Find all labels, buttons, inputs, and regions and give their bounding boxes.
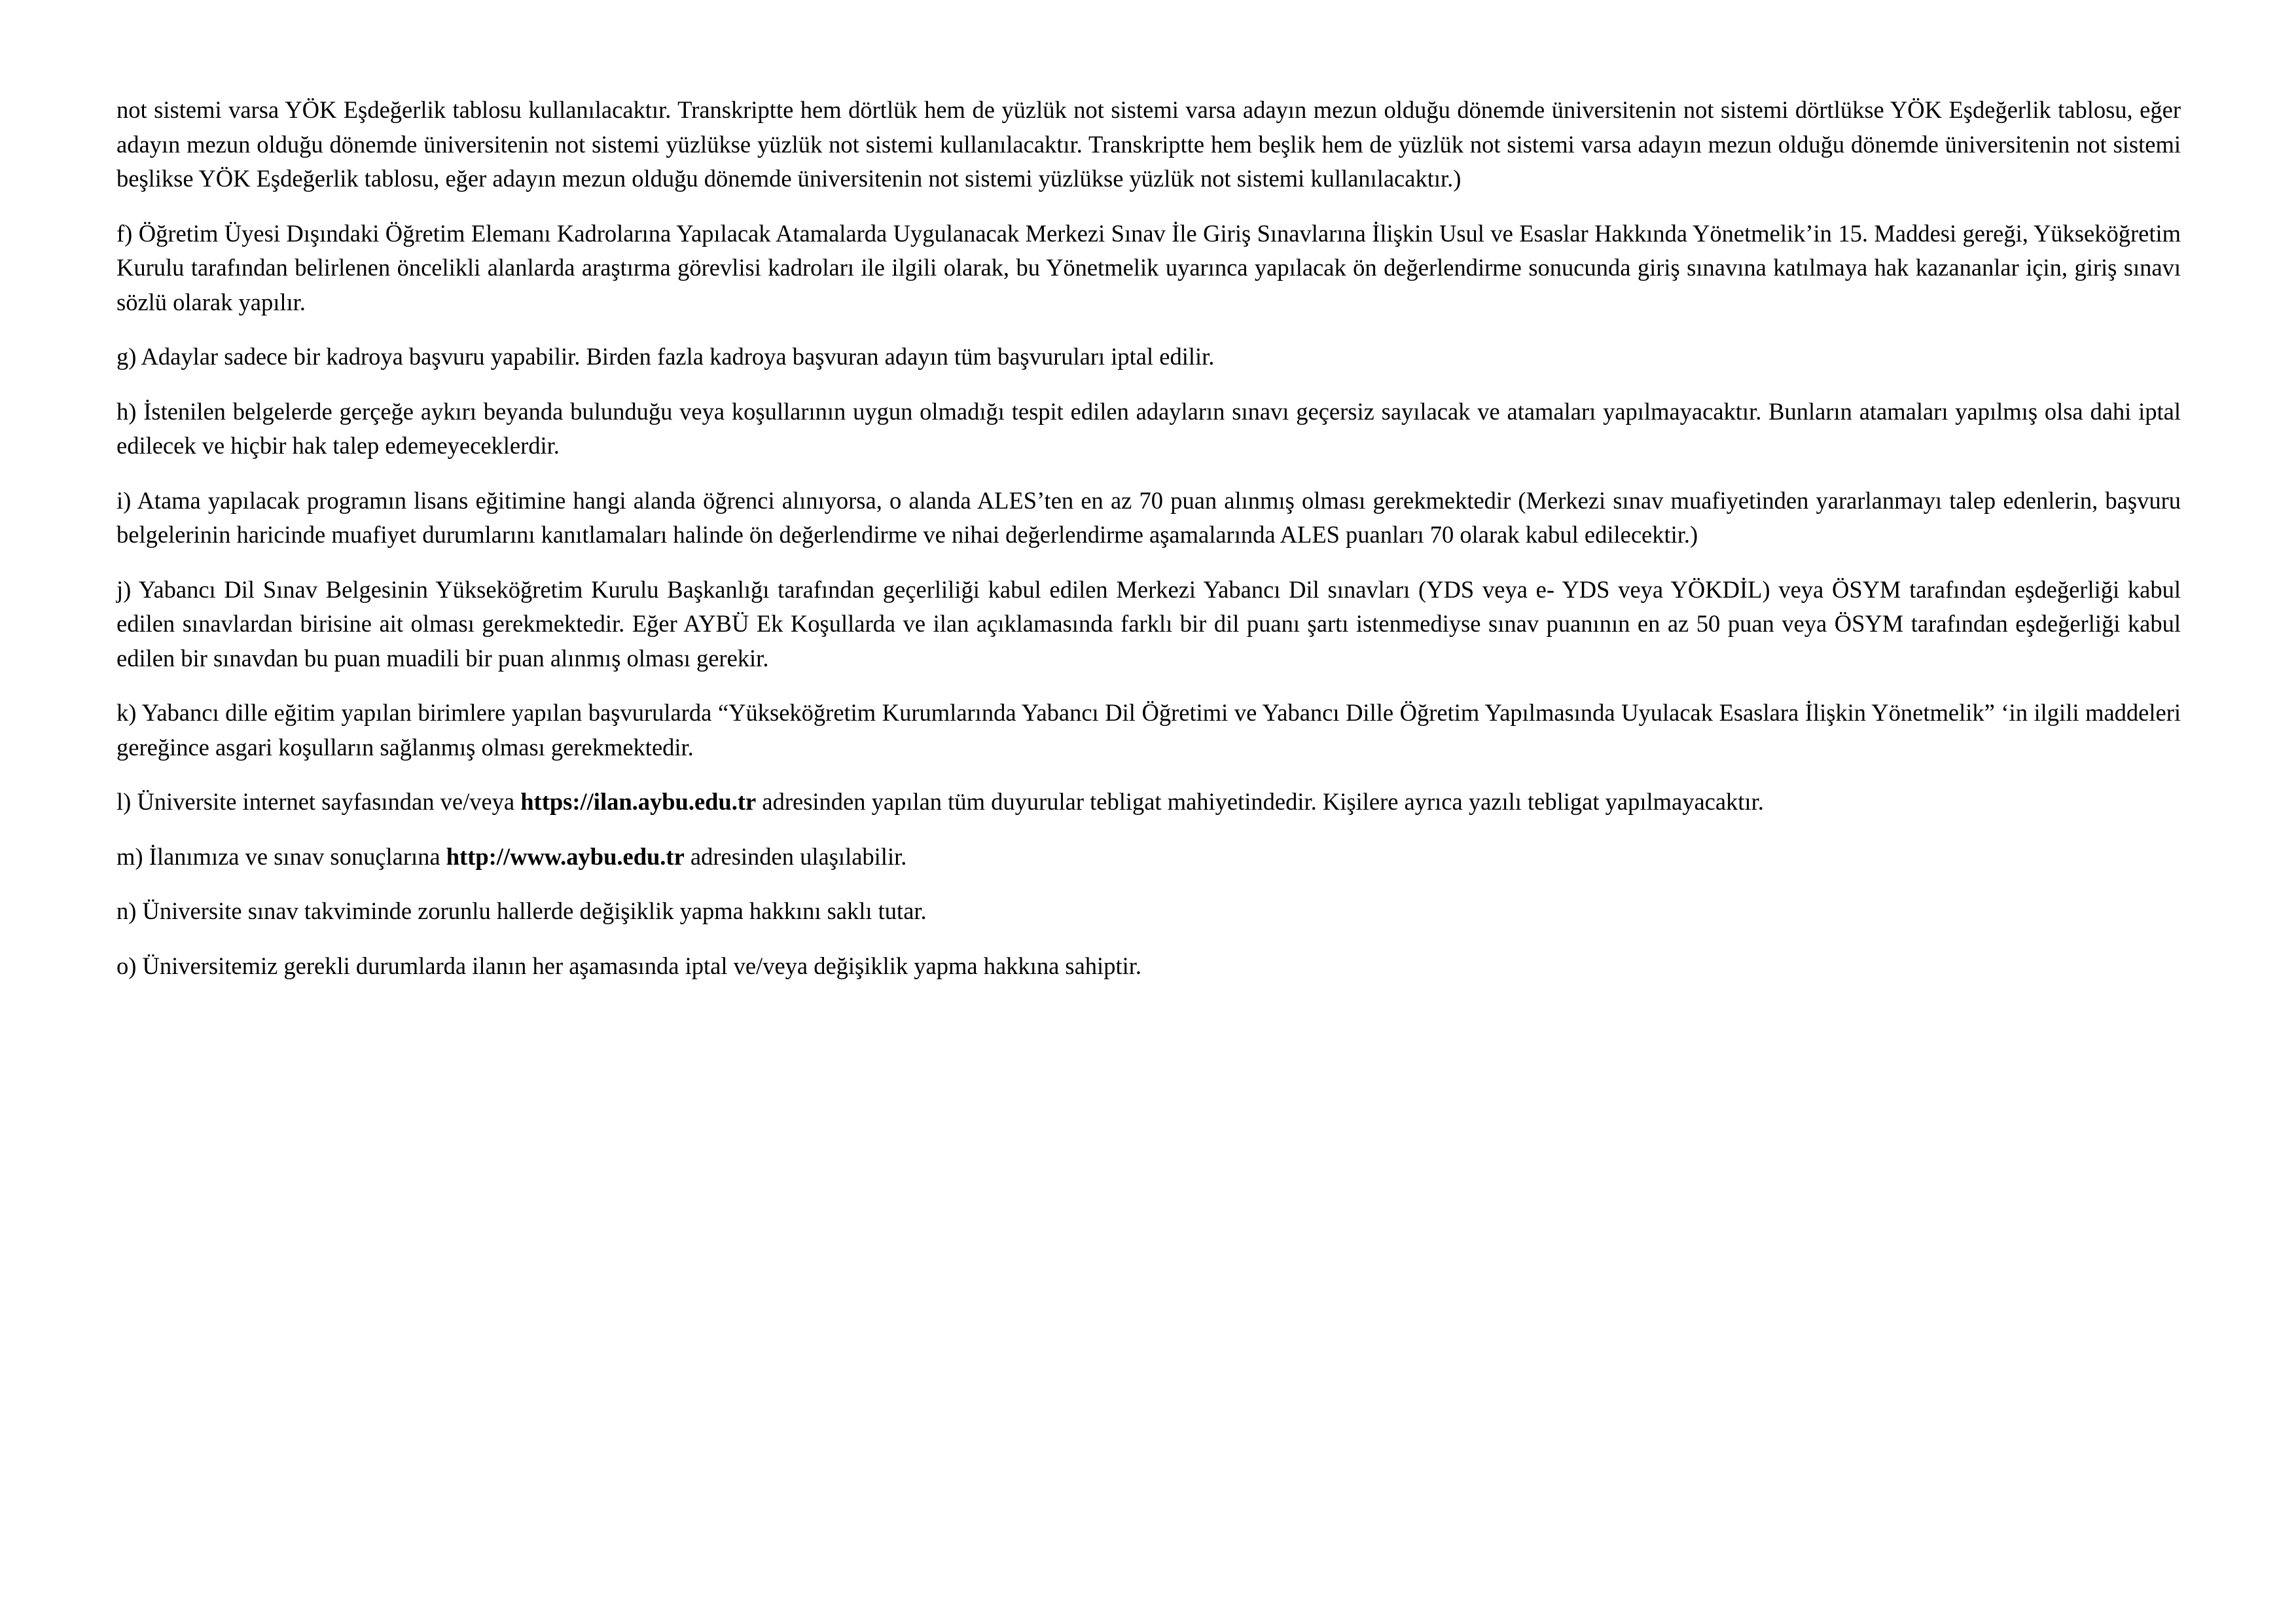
paragraph-item-g: g) Adaylar sadece bir kadroya başvuru yapabilir. Birden fazla kadroya başvuran adayın tüm başvuruları iptal edilir. (117, 343, 1215, 370)
item-l-text-after: adresinden yapılan tüm duyurular tebligat mahiyetindedir. Kişilere ayrıca yazılı tebligat yapılmayacaktır. (756, 788, 1764, 815)
document-page (117, 93, 2181, 1003)
paragraph-item-h: h) İstenilen belgelerde gerçeğe aykırı beyanda bulunduğu veya koşullarının uygun olmadığı tespit edilen adayların sınavı geçersiz sayılacak ve atamaları yapılmayacaktır. Bunların atamaları yapılmış olsa dahi iptal edilecek ve hiçbir hak talep edemeyeceklerdir. (117, 397, 2181, 459)
paragraph-item-k: k) Yabancı dille eğitim yapılan birimlere yapılan başvurularda “Yükseköğretim Kurumlarında Yabancı Dil Öğretimi ve Yabancı Dille Öğretim Yapılmasında Uyulacak Esaslara İlişkin Yönetmelik” ‘in ilgili maddeleri gereğince asgari koşulların sağlanmış olması gerekmektedir. (117, 699, 2181, 761)
paragraph-item-l (117, 785, 2181, 820)
aybu-url-link[interactable]: http://www.aybu.edu.tr (446, 842, 685, 870)
paragraph-item-o: o) Üniversitemiz gerekli durumlarda ilanın her aşamasında iptal ve/veya değişiklik yapma hakkına sahiptir. (117, 952, 1141, 979)
paragraph-continuation: not sistemi varsa YÖK Eşdeğerlik tablosu kullanılacaktır. Transkriptte hem dörtlük hem de yüzlük not sistemi varsa adayın mezun olduğu dönemde üniversitenin not sistemi dörtlükse YÖK Eşdeğerlik tablosu, eğer adayın mezun olduğu dönemde üniversitenin not sistemi yüzlükse yüzlük not sistemi kullanılacaktır. Transkriptte hem beşlik hem de yüzlük not sistemi varsa adayın mezun olduğu dönemde üniversitenin not sistemi beşlikse YÖK Eşdeğerlik tablosu, eğer adayın mezun olduğu dönemde üniversitenin not sistemi yüzlükse yüzlük not sistemi kullanılacaktır.) (117, 96, 2181, 192)
ilan-url-link[interactable]: https://ilan.aybu.edu.tr (520, 788, 757, 815)
item-m-text-after: adresinden ulaşılabilir. (684, 842, 907, 870)
paragraph-item-i: i) Atama yapılacak programın lisans eğitimine hangi alanda öğrenci alınıyorsa, o alanda ALES’ten en az 70 puan alınmış olması gerekmektedir (Merkezi sınav muafiyetinden yararlanmayı talep edenlerin, başvuru belgelerinin haricinde muafiyet durumlarını kanıtlamaları halinde ön değerlendirme ve nihai değerlendirme aşamalarında ALES puanları 70 olarak kabul edilecektir.) (117, 486, 2181, 548)
paragraph-item-n: n) Üniversite sınav takviminde zorunlu hallerde değişiklik yapma hakkını saklı tutar. (117, 897, 927, 924)
item-l-text-before: l) Üniversite internet sayfasından ve/veya (117, 788, 521, 815)
item-m-text-before: m) İlanımıza ve sınav sonuçlarına (117, 842, 446, 870)
paragraph-item-f: f) Öğretim Üyesi Dışındaki Öğretim Elemanı Kadrolarına Yapılacak Atamalarda Uygulanacak Merkezi Sınav İle Giriş Sınavlarına İlişkin Usul ve Esaslar Hakkında Yönetmelik’in 15. Maddesi gereği, Yükseköğretim Kurulu tarafından belirlenen öncelikli alanlarda araştırma görevlisi kadroları ile ilgili olarak, bu Yönetmelik uyarınca yapılacak ön değerlendirme sonucunda giriş sınavına katılmaya hak kazananlar için, giriş sınavı sözlü olarak yapılır. (117, 219, 2181, 316)
paragraph-item-j: j) Yabancı Dil Sınav Belgesinin Yükseköğretim Kurulu Başkanlığı tarafından geçerliliği kabul edilen Merkezi Yabancı Dil sınavları (YDS veya e- YDS veya YÖKDİL) veya ÖSYM tarafından eşdeğerliği kabul edilen sınavlardan birisine ait olması gerekmektedir. Eğer AYBÜ Ek Koşullarda ve ilan açıklamasında farklı bir dil puanı şartı istenmediyse sınav puanının en az 50 puan veya ÖSYM tarafından eşdeğerliği kabul edilen bir sınavdan bu puan muadili bir puan alınmış olması gerekir. (117, 575, 2181, 672)
paragraph-item-m (117, 840, 2181, 875)
